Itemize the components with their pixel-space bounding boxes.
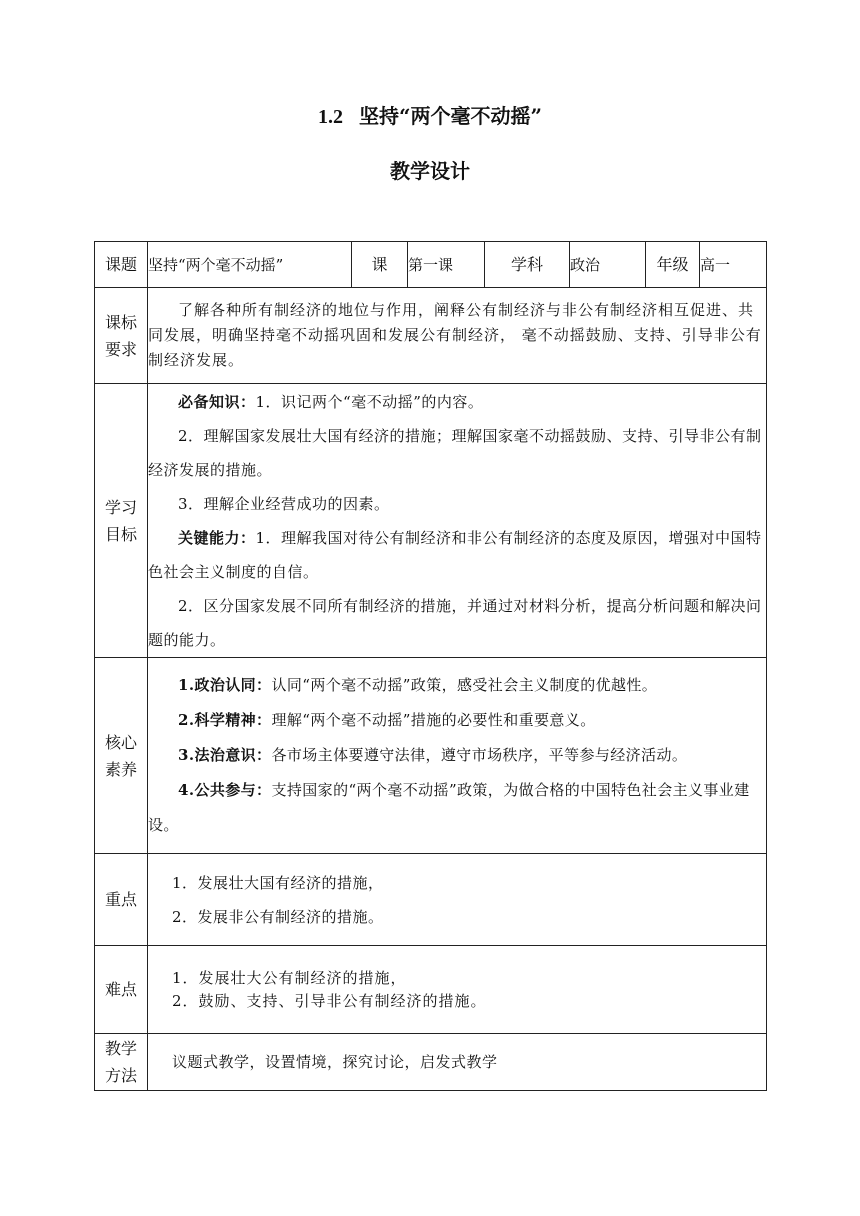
grade-value: 高一 <box>700 242 767 288</box>
knowledge-item-1: 必备知识：1．识记两个“毫不动摇”的内容。 <box>178 392 484 411</box>
subject-label: 学科 <box>485 242 570 288</box>
lesson-value: 第一课 <box>408 242 485 288</box>
difficulty-2: 2．鼓励、支持、引导非公有制经济的措施。 <box>172 991 487 1010</box>
standards-label: 课标 要求 <box>95 288 148 384</box>
ability-item-1: 关键能力：1．理解我国对待公有制经济和非公有制经济的态度及原因，增强对中国特色社会主义制度的自信。 <box>148 528 762 581</box>
lesson-plan-table <box>94 241 767 1091</box>
document-subtitle: 教学设计 <box>390 159 470 183</box>
literacy-label: 核心 素养 <box>95 658 148 854</box>
literacy-row <box>95 658 767 854</box>
ability-item-2: 2．区分国家发展不同所有制经济的措施，并通过对材料分析，提高分析问题和解决问题的能力。 <box>148 596 762 649</box>
topic-label: 课题 <box>95 242 148 288</box>
literacy-content <box>148 658 767 854</box>
grade-label: 年级 <box>646 242 700 288</box>
knowledge-lead: 必备知识： <box>178 392 256 411</box>
literacy-item-4: 4.公共参与：支持国家的“两个毫不动摇”政策，为做合格的中国特色社会主义事业建设。 <box>148 781 750 834</box>
header-row <box>95 242 767 288</box>
objectives-row <box>95 384 767 658</box>
standards-row <box>95 288 767 384</box>
literacy-item-3: 3.法治意识：各市场主体要遵守法律，遵守市场秩序，平等参与经济活动。 <box>178 746 688 764</box>
literacy-item-2: 2.科学精神：理解“两个毫不动摇”措施的必要性和重要意义。 <box>178 711 596 729</box>
methods-row <box>95 1034 767 1091</box>
key-points-row <box>95 854 767 946</box>
methods-content <box>148 1034 767 1091</box>
difficulties-content <box>148 946 767 1034</box>
objectives-content <box>148 384 767 658</box>
title-text: 坚持“两个毫不动摇” <box>358 104 542 128</box>
knowledge-item-3: 3．理解企业经营成功的因素。 <box>178 494 390 513</box>
literacy-item-1: 1.政治认同：认同“两个毫不动摇”政策，感受社会主义制度的优越性。 <box>178 676 658 694</box>
difficulties-label: 难点 <box>95 946 148 1034</box>
methods-text: 议题式教学，设置情境，探究讨论，启发式教学 <box>172 1053 498 1071</box>
topic-value: 坚持“两个毫不动摇” <box>148 242 352 288</box>
standards-content <box>148 288 767 384</box>
key-points-content <box>148 854 767 946</box>
methods-label: 教学 方法 <box>95 1034 148 1091</box>
title-number: 1.2 <box>317 106 343 128</box>
standards-text: 了解各种所有制经济的地位与作用，阐释公有制经济与非公有制经济相互促进、共同发展，明确坚持毫不动摇巩固和发展公有制经济， 毫不动摇鼓励、支持、引导非公有制经济发展。 <box>148 301 762 369</box>
key-points-label: 重点 <box>95 854 148 946</box>
lesson-label: 课 <box>352 242 408 288</box>
key-point-2: 2．发展非公有制经济的措施。 <box>172 907 384 926</box>
subject-value: 政治 <box>570 242 646 288</box>
key-point-1: 1．发展壮大国有经济的措施， <box>172 873 384 892</box>
difficulties-row <box>95 946 767 1034</box>
difficulty-1: 1．发展壮大公有制经济的措施， <box>172 968 407 987</box>
document-title <box>0 100 860 129</box>
objectives-label: 学习 目标 <box>95 384 148 658</box>
knowledge-item-2: 2．理解国家发展壮大国有经济的措施；理解国家毫不动摇鼓励、支持、引导非公有制经济发展的措施。 <box>148 426 762 479</box>
ability-lead: 关键能力： <box>178 528 256 547</box>
